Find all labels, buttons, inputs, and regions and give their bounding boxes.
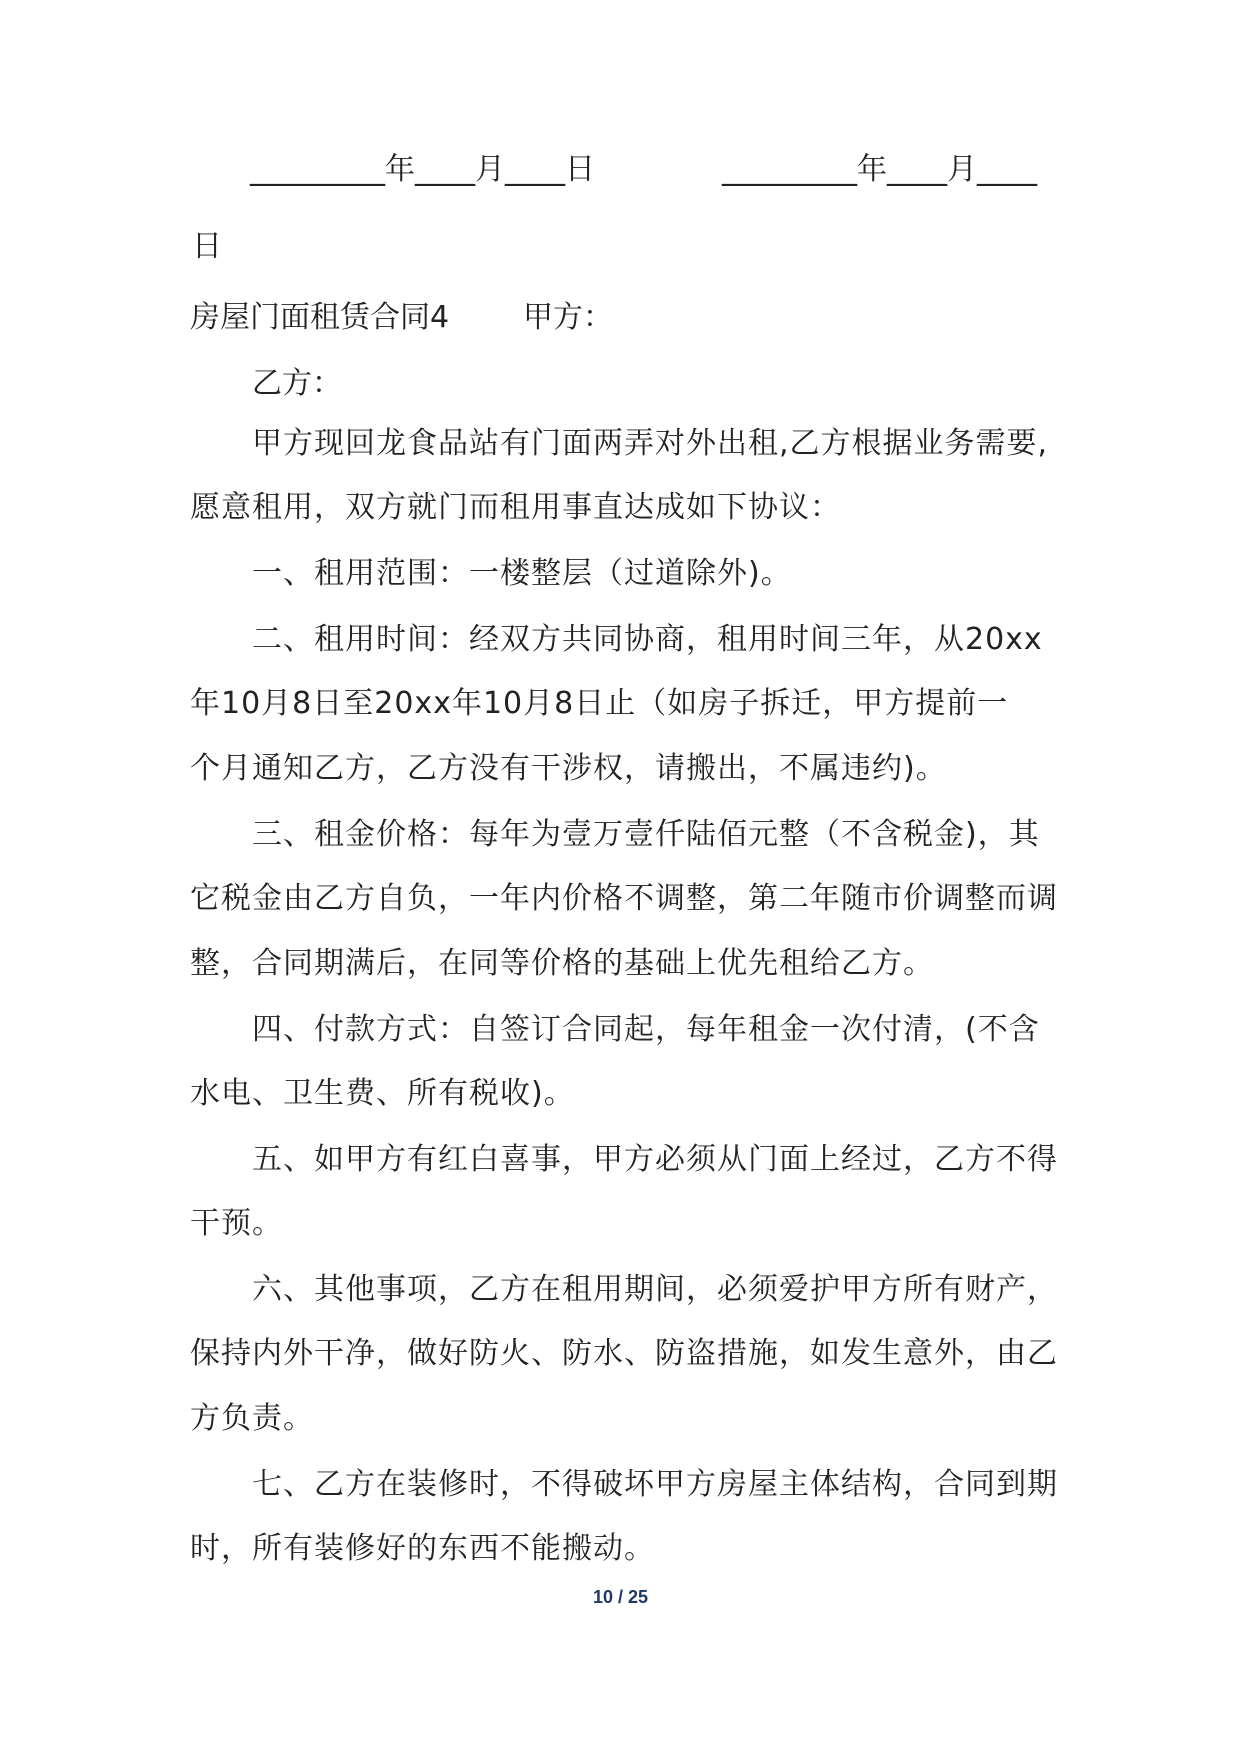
paragraph-line: 它税金由乙方自负，一年内价格不调整，第二年随市价调整而调 [190, 881, 1058, 916]
paragraph-line: 水电、卫生费、所有税收)。 [190, 1076, 575, 1111]
paragraph-line: 甲方现回龙食品站有门面两弄对外出租,乙方根据业务需要, [252, 426, 1049, 461]
clause-4: 四、付款方式：自签订合同起，每年租金一次付清，(不含 [252, 1012, 1040, 1047]
clause-6: 六、其他事项，乙方在租用期间，必须爱护甲方所有财产， [252, 1272, 1058, 1307]
paragraph-line: 干预。 [190, 1206, 283, 1241]
paragraph-line: 保持内外干净，做好防火、防水、防盗措施，如发生意外，由乙 [190, 1336, 1058, 1371]
paragraph-line: 愿意租用，双方就门而租用事直达成如下协议： [190, 490, 841, 525]
signature-date-party-b: _________年____月____ [722, 152, 1037, 187]
clause-3: 三、租金价格：每年为壹万壹仟陆佰元整（不含税金)，其 [252, 817, 1040, 852]
paragraph-line: 整，合同期满后，在同等价格的基础上优先租给乙方。 [190, 946, 934, 981]
party-b-label: 乙方： [252, 366, 342, 401]
paragraph-line: 个月通知乙方，乙方没有干涉权，请搬出，不属违约)。 [190, 751, 947, 786]
signature-date-wrap: 日 [192, 229, 222, 264]
party-a-label: 甲方： [523, 300, 613, 335]
paragraph-line: 时，所有装修好的东西不能搬动。 [190, 1531, 655, 1566]
page-number: 10 / 25 [592, 1587, 649, 1607]
signature-date-party-a: _________年____月____日 [250, 152, 595, 187]
clause-7: 七、乙方在装修时，不得破坏甲方房屋主体结构，合同到期 [252, 1467, 1058, 1502]
contract-heading: 房屋门面租赁合同4 [190, 300, 450, 335]
clause-1: 一、租用范围：一楼整层（过道除外)。 [252, 556, 792, 591]
clause-5: 五、如甲方有红白喜事，甲方必须从门面上经过，乙方不得 [252, 1142, 1058, 1177]
clause-2: 二、租用时间：经双方共同协商，租用时间三年，从20xx [252, 622, 1043, 657]
paragraph-line: 方负责。 [190, 1401, 314, 1436]
paragraph-line: 年10月8日至20xx年10月8日止（如房子拆迁，甲方提前一 [190, 686, 1009, 721]
